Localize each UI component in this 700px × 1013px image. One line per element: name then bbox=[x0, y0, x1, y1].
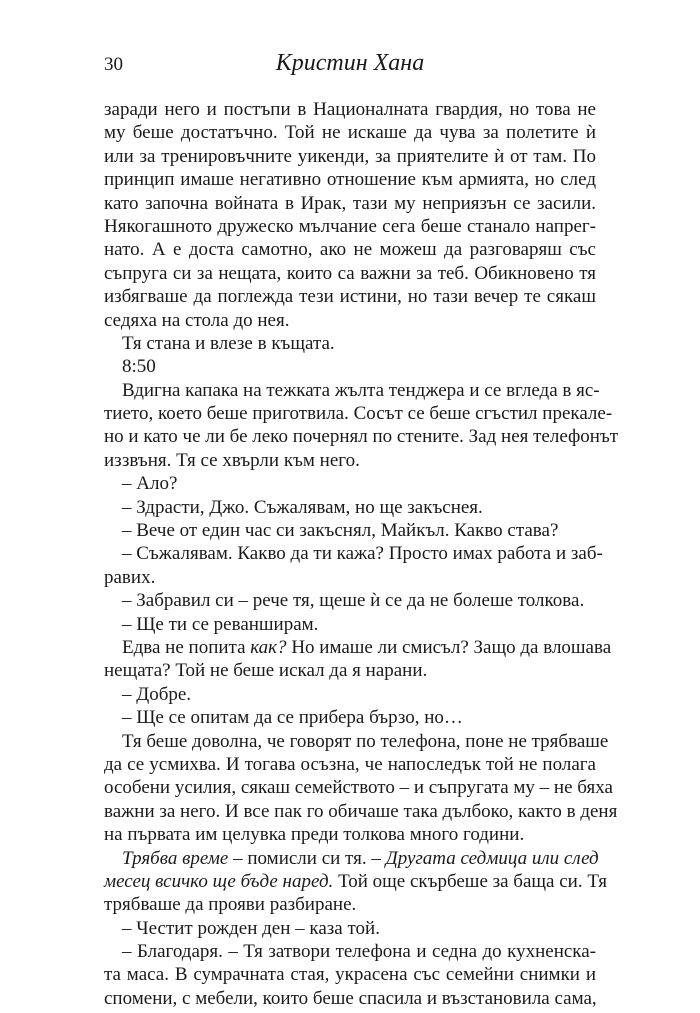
text-line bbox=[104, 519, 596, 542]
text-span: – Здрасти, Джо. Съжалявам, но ще закъснея. bbox=[122, 496, 483, 518]
text-line bbox=[104, 355, 596, 378]
text-span: Той още скърбеше за баща си. Тя bbox=[333, 870, 607, 892]
text-span: – Забравил си – рече тя, щеше ѝ се да не болеше толкова. bbox=[122, 590, 585, 612]
text-line bbox=[104, 168, 596, 191]
text-span: – Ще ти се реванширам. bbox=[122, 613, 319, 635]
text-span: – Ало? bbox=[122, 473, 178, 495]
text-line bbox=[104, 379, 600, 402]
text-line bbox=[104, 730, 609, 753]
text-span: – помисли си тя. – bbox=[228, 847, 386, 869]
text-span: Тя беше доволна, че говорят по телефона, поне не трябваше bbox=[122, 730, 609, 752]
text-span: особени усилия, сякаш семейството – и съпругата му – не бяха bbox=[104, 777, 613, 799]
text-span: – Съжалявам. Какво да ти кажа? Просто имах работа и заб- bbox=[122, 543, 603, 565]
italic-text: Другата седмица или след bbox=[385, 847, 599, 869]
text-span: – Ще се опитам да се прибера бързо, но… bbox=[122, 707, 463, 729]
text-line bbox=[104, 917, 596, 940]
text-line bbox=[104, 402, 613, 425]
text-line bbox=[104, 285, 596, 308]
text-line bbox=[104, 800, 618, 823]
text-span: иззвъня. Тя се хвърли към него. bbox=[104, 449, 360, 471]
text-span: Вдигна капака на тежката жълта тенджера и се вгледа в яс- bbox=[122, 379, 600, 401]
text-span: заради него и постъпи в Националната гвардия, но това не bbox=[104, 99, 596, 120]
text-span: на първата им целувка преди толкова много години. bbox=[104, 824, 525, 846]
text-span: – Вече от един час си закъснял, Майкъл. Какво става? bbox=[122, 520, 559, 542]
text-span: нато. А е доста самотно, ако не можеш да разговаряш със bbox=[104, 239, 596, 261]
text-line bbox=[104, 987, 596, 1010]
text-line bbox=[104, 449, 596, 472]
text-span: важни за него. И все пак го обичаше така дълбоко, както в деня bbox=[104, 800, 618, 822]
body-text bbox=[104, 98, 619, 1010]
text-line bbox=[104, 823, 596, 846]
text-line bbox=[104, 847, 599, 870]
text-span: избягваше да поглежда тези истини, но тази вечер те сякаш bbox=[104, 286, 596, 308]
text-line bbox=[104, 238, 596, 261]
italic-text: месец всичко ще бъде наред. bbox=[104, 870, 334, 892]
text-line bbox=[104, 683, 596, 706]
text-line bbox=[104, 636, 612, 659]
text-line bbox=[104, 776, 613, 799]
page-header bbox=[104, 50, 596, 80]
text-span: Но имаше ли смисъл? Защо да влошава bbox=[286, 636, 612, 658]
page-number: 30 bbox=[104, 54, 123, 75]
text-span: – Благодаря. – Тя затвори телефона и седна до кухненска- bbox=[122, 941, 596, 963]
text-span: да се усмихва. И тогава осъзна, че напоследък той не полага bbox=[104, 753, 596, 775]
text-span: равих. bbox=[104, 566, 156, 588]
text-line bbox=[104, 425, 619, 448]
text-line bbox=[104, 870, 607, 893]
text-line bbox=[104, 542, 603, 565]
text-line bbox=[104, 963, 596, 986]
text-line bbox=[104, 589, 596, 612]
text-line bbox=[104, 121, 596, 144]
text-line bbox=[104, 309, 596, 332]
text-span: нещата? Той не беше искал да я нарани. bbox=[104, 660, 428, 682]
text-span: съпруга си за нещата, които са важни за теб. Обикновено тя bbox=[104, 262, 596, 284]
text-span: та маса. В сумрачната стая, украсена със семейни снимки и bbox=[104, 964, 596, 986]
text-span: Тя стана и влезе в къщата. bbox=[122, 332, 335, 354]
italic-text: Трябва време bbox=[122, 847, 229, 869]
text-span: тието, което беше приготвила. Сосът се беше сгъстил прекале- bbox=[104, 403, 613, 425]
text-line bbox=[104, 706, 596, 729]
text-line bbox=[104, 940, 596, 963]
text-line bbox=[104, 98, 596, 121]
text-span: трябваше да прояви разбиране. bbox=[104, 894, 357, 916]
text-span: – Честит рожден ден – каза той. bbox=[122, 917, 380, 939]
text-line bbox=[104, 472, 596, 495]
text-span: 8:50 bbox=[122, 356, 156, 378]
text-span: Едва не попита bbox=[122, 636, 251, 658]
text-line bbox=[104, 215, 596, 238]
text-span: принцип имаше негативно отношение към армията, но след bbox=[104, 169, 596, 191]
text-line bbox=[104, 753, 596, 776]
text-span: му беше достатъчно. Той не искаше да чува за полетите ѝ bbox=[104, 122, 596, 144]
text-span: или за тренировъчните уикенди, за приятелите ѝ от там. По bbox=[104, 145, 596, 167]
text-line bbox=[104, 332, 596, 355]
text-line bbox=[104, 496, 596, 519]
text-span: Някогашното дружеско мълчание сега беше станало напрег- bbox=[104, 215, 596, 237]
text-span: седяха на стола до нея. bbox=[104, 309, 290, 331]
text-span: като започна войната в Ирак, тази му неприязън се засили. bbox=[104, 192, 596, 214]
text-span: – Добре. bbox=[122, 683, 192, 705]
running-title: Кристин Хана bbox=[275, 50, 425, 76]
italic-text: как? bbox=[250, 636, 287, 658]
text-span: но и като че ли бе леко почернял по стените. Зад нея телефонът bbox=[104, 426, 619, 448]
text-line bbox=[104, 262, 596, 285]
text-line bbox=[104, 566, 596, 589]
text-line bbox=[104, 192, 596, 215]
text-line bbox=[104, 893, 596, 916]
text-line bbox=[104, 613, 596, 636]
text-line bbox=[104, 659, 596, 682]
text-span: спомени, с мебели, които беше спасила и възстановила сама, bbox=[104, 987, 597, 1009]
text-line bbox=[104, 145, 596, 168]
